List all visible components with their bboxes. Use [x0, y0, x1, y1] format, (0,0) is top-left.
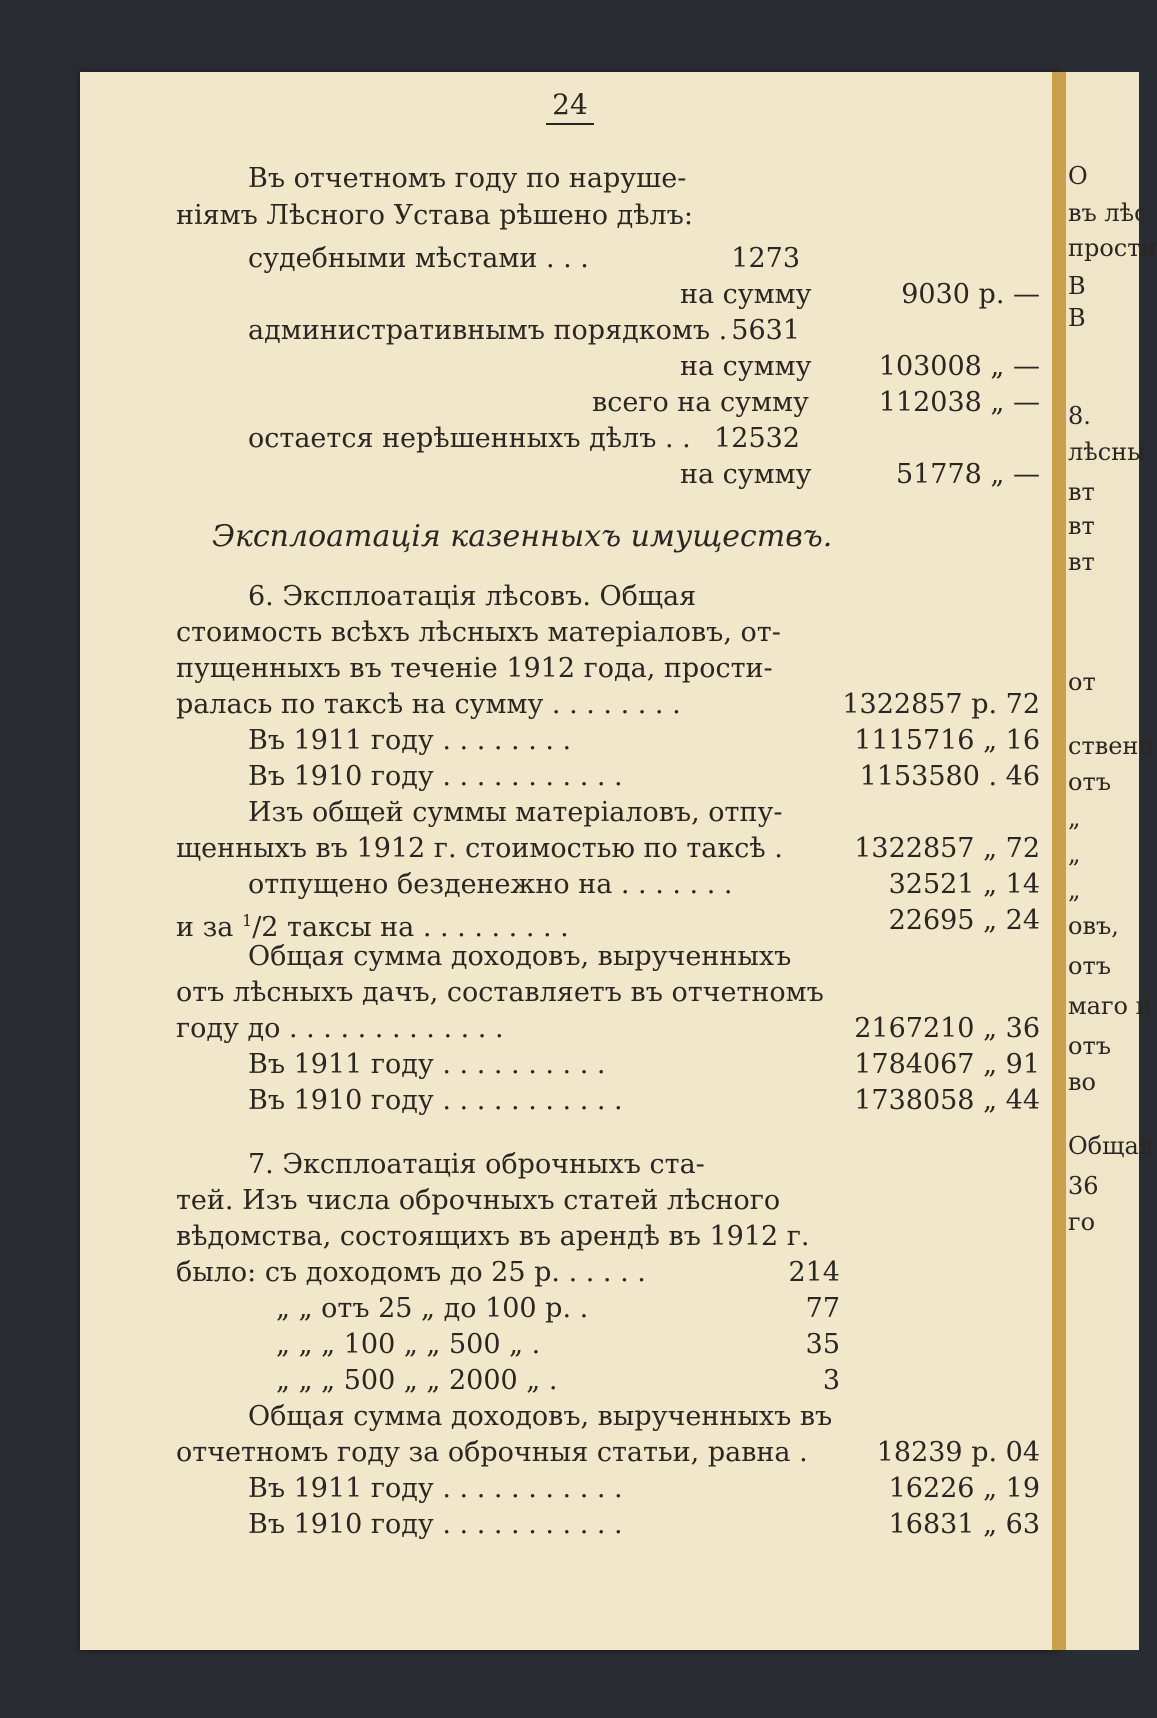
s6-line-9: отпущено безденежно на . . . . . . .: [248, 869, 733, 900]
court-label: судебными мѣстами . . .: [248, 243, 589, 274]
s7-line-3: вѣдомства, состоящихъ въ арендѣ въ 1912 г.: [176, 1221, 810, 1252]
s6-line-11: Общая сумма доходовъ, вырученныхъ: [248, 941, 792, 972]
s6-line-8: щенныхъ въ 1912 г. стоимостью по таксѣ .: [176, 833, 783, 864]
s6-line-4: ралась по таксѣ на сумму . . . . . . . .: [176, 689, 681, 720]
total-sum: 112038 „ —: [878, 387, 1040, 418]
s6-value-4: 1322857 р. 72: [842, 689, 1040, 720]
s7-line-10: Въ 1911 году . . . . . . . . . . .: [248, 1473, 623, 1504]
s6-line-14: Въ 1911 году . . . . . . . . . .: [248, 1049, 606, 1080]
unresolved-sum: 51778 „ —: [895, 459, 1040, 490]
next-page-fragment: вт: [1068, 548, 1095, 576]
s6-line-2: стоимость всѣхъ лѣсныхъ матеріаловъ, от-: [176, 617, 781, 648]
s7-count-7: 3: [822, 1365, 840, 1396]
s7-line-5: „ „ отъ 25 „ до 100 р. .: [276, 1293, 589, 1324]
s7-value-11: 16831 „ 63: [888, 1509, 1040, 1540]
admin-label: административнымъ порядкомъ .: [248, 315, 728, 346]
court-sum: 9030 р. —: [901, 279, 1040, 310]
s6-line-10-sup: 1: [242, 911, 253, 930]
s7-line-1: 7. Эксплоатація оброчныхъ ста-: [248, 1149, 705, 1180]
next-page-fragment: от: [1068, 668, 1096, 696]
s7-line-8: Общая сумма доходовъ, вырученныхъ въ: [248, 1401, 833, 1432]
s7-line-11: Въ 1910 году . . . . . . . . . . .: [248, 1509, 623, 1540]
s6-line-10-b: /2 таксы на . . . . . . . . .: [252, 912, 569, 943]
next-page-fragment: ственн: [1068, 732, 1155, 760]
s6-line-7: Изъ общей суммы матеріаловъ, отпу-: [248, 797, 783, 828]
admin-sum: 103008 „ —: [878, 351, 1040, 382]
admin-sum-label: на сумму: [680, 351, 812, 382]
next-page-fragment: О: [1068, 162, 1088, 190]
total-label: всего на сумму: [592, 387, 809, 418]
next-page-fragment: 8.: [1068, 402, 1091, 430]
s7-count-5: 77: [805, 1293, 840, 1324]
s6-line-3: пущенныхъ въ теченіе 1912 года, прости-: [176, 653, 773, 684]
next-page-fragment: вт: [1068, 478, 1095, 506]
unresolved-label: остается нерѣшенныхъ дѣлъ . .: [248, 423, 691, 454]
next-page-fragment: овъ,: [1068, 912, 1119, 940]
s6-line-6: Въ 1910 году . . . . . . . . . . .: [248, 761, 623, 792]
next-page-fragment: во: [1068, 1068, 1096, 1096]
s7-line-2: тей. Изъ числа оброчныхъ статей лѣсного: [176, 1185, 781, 1216]
s6-line-5: Въ 1911 году . . . . . . . .: [248, 725, 572, 756]
next-page-fragment: „: [1068, 840, 1081, 868]
s7-line-9: отчетномъ году за оброчныя статьи, равна .: [176, 1437, 808, 1468]
next-page-fragment: маго и: [1068, 992, 1152, 1020]
s6-value-8: 1322857 „ 72: [854, 833, 1040, 864]
s6-line-10: [176, 904, 569, 945]
s6-value-13: 2167210 „ 36: [854, 1013, 1040, 1044]
s7-line-6: „ „ „ 100 „ „ 500 „ .: [276, 1329, 541, 1360]
s7-value-10: 16226 „ 19: [888, 1473, 1040, 1504]
s7-value-9: 18239 р. 04: [876, 1437, 1040, 1468]
page-number: 24: [80, 88, 1060, 121]
next-page-fragment: отъ: [1068, 952, 1111, 980]
s7-count-4: 214: [788, 1257, 840, 1288]
s6-line-13: году до . . . . . . . . . . . . .: [176, 1013, 504, 1044]
next-page-fragment: въ лѣс: [1068, 199, 1148, 227]
next-page-fragment: „: [1068, 876, 1081, 904]
intro-line-2: ніямъ Лѣсного Устава рѣшено дѣлъ:: [176, 200, 693, 231]
next-page-fragment: вт: [1068, 512, 1095, 540]
next-page-fragment: отъ: [1068, 1032, 1111, 1060]
next-page-fragment: 36: [1068, 1172, 1099, 1200]
section-title: Эксплоатація казенныхъ имуществъ.: [212, 519, 833, 554]
next-page-fragment: го: [1068, 1208, 1096, 1236]
next-page-fragment: отъ: [1068, 768, 1111, 796]
intro-line-1: Въ отчетномъ году по наруше-: [248, 163, 687, 194]
s6-value-6: 1153580 . 46: [859, 761, 1040, 792]
s6-value-9: 32521 „ 14: [888, 869, 1040, 900]
s6-value-5: 1115716 „ 16: [854, 725, 1040, 756]
next-page-fragment: В: [1068, 304, 1086, 332]
admin-count: 5631: [731, 315, 800, 346]
s6-line-1: 6. Эксплоатація лѣсовъ. Общая: [248, 581, 697, 612]
next-page-fragment: Общая: [1068, 1132, 1154, 1160]
document-page: [80, 72, 1060, 1650]
s6-line-10-a: и за: [176, 912, 234, 943]
next-page-fragment: В: [1068, 272, 1086, 300]
court-count: 1273: [731, 243, 800, 274]
s6-value-15: 1738058 „ 44: [854, 1085, 1040, 1116]
s6-line-15: Въ 1910 году . . . . . . . . . . .: [248, 1085, 623, 1116]
unresolved-count: 12532: [714, 423, 800, 454]
next-page-edge: [1052, 72, 1157, 1650]
next-page-fragment: прости: [1068, 234, 1157, 262]
next-page-fragment: лѣсны: [1068, 438, 1147, 466]
next-page-fragment: „: [1068, 804, 1081, 832]
s6-value-10: 22695 „ 24: [888, 905, 1040, 936]
s7-line-4: было: съ доходомъ до 25 р. . . . . .: [176, 1257, 646, 1288]
s7-line-7: „ „ „ 500 „ „ 2000 „ .: [276, 1365, 558, 1396]
s6-value-14: 1784067 „ 91: [854, 1049, 1040, 1080]
s6-line-12: отъ лѣсныхъ дачъ, составляетъ въ отчетномъ: [176, 977, 824, 1008]
court-sum-label: на сумму: [680, 279, 812, 310]
unresolved-sum-label: на сумму: [680, 459, 812, 490]
s7-count-6: 35: [805, 1329, 840, 1360]
